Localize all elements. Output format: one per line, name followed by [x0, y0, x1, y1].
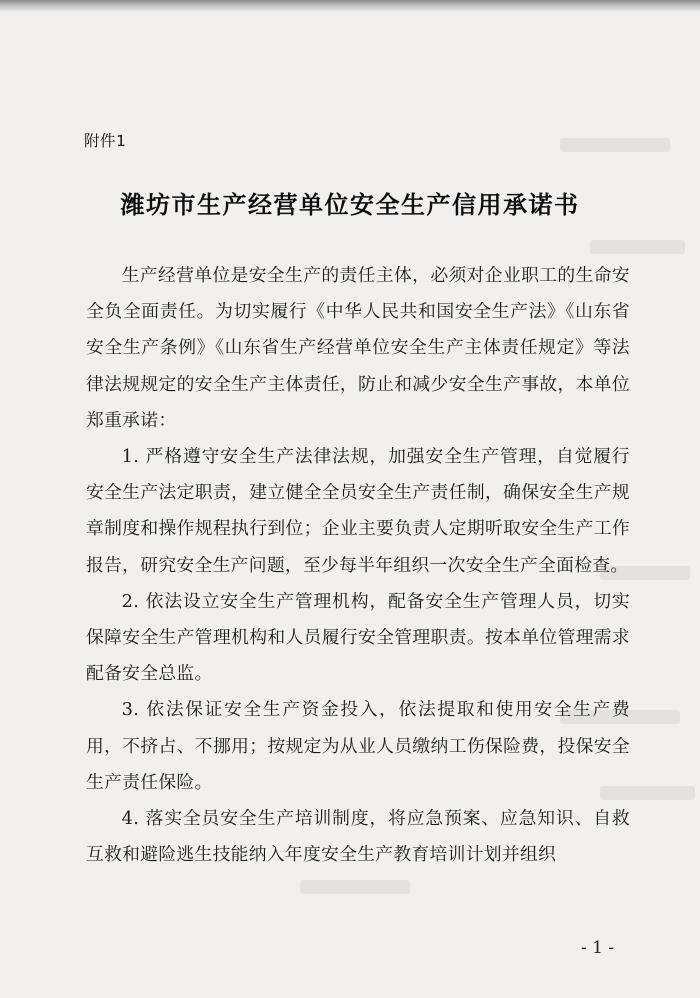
commitment-item-1: 1. 严格遵守安全生产法律法规，加强安全生产管理，自觉履行安全生产法定职责，建立健全全员安全生产责任制，确保安全生产规章制度和操作规程执行到位；企业主要负责人定期听取安全生产工作报告，研究安全生产问题，至少每半年组织一次安全生产全面检查。 — [86, 446, 630, 576]
intro-paragraph: 生产经营单位是安全生产的责任主体，必须对企业职工的生命安全负全面责任。为切实履行《中华人民共和国安全生产法》《山东省安全生产条例》《山东省生产经营单位安全生产主体责任规定》等法律法规规定的安全生产主体责任，防止和减少安全生产事故，本单位郑重承诺： — [86, 265, 630, 431]
attachment-label: 附件1 — [84, 132, 127, 150]
document-title: 潍坊市生产经营单位安全生产信用承诺书 — [120, 191, 580, 219]
commitment-item-4: 4. 落实全员安全生产培训制度，将应急预案、应急知识、自救互救和避险逃生技能纳入年度安全生产教育培训计划并组织 — [86, 808, 630, 866]
commitment-item-2: 2. 依法设立安全生产管理机构，配备安全生产管理人员，切实保障安全生产管理机构和人员履行安全管理职责。按本单位管理需求配备安全总监。 — [86, 590, 630, 685]
scan-top-edge — [0, 0, 700, 12]
document-body — [86, 258, 630, 873]
commitment-item-3: 3. 依法保证安全生产资金投入，依法提取和使用安全生产费用，不挤占、不挪用；按规定为从业人员缴纳工伤保险费，投保安全生产责任保险。 — [86, 699, 630, 793]
page-number: - 1 - — [581, 938, 615, 958]
